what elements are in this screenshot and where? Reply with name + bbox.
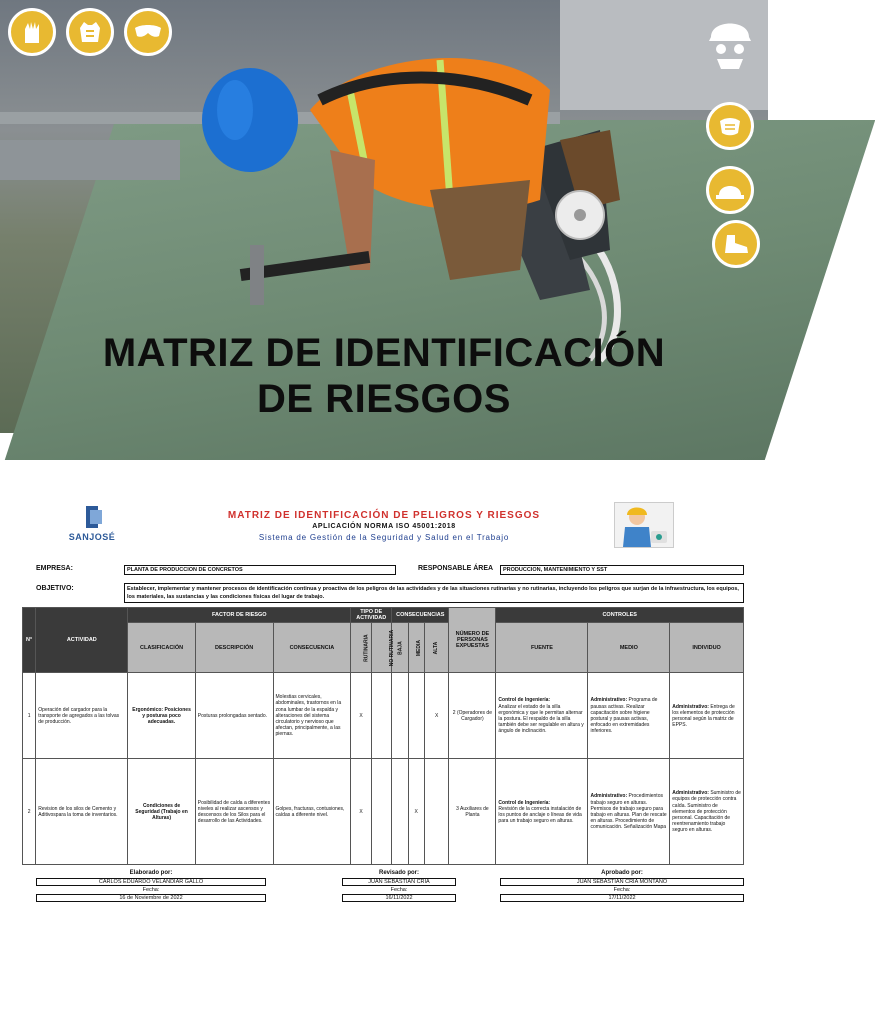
header-media xyxy=(408,623,424,673)
medio-text: Procedimientos trabajo seguro en alturas. Permisos de trabajo seguro para trabajo en alturas. Plan de rescate en alturas. Procedimiento de comunicación. Señalización Mapa xyxy=(590,793,667,831)
cell-clasificacion: Condiciones de Seguridad (Trabajo en Alturas) xyxy=(128,759,195,865)
empresa-label: EMPRESA: xyxy=(36,565,73,572)
goggles-icon xyxy=(124,8,172,56)
aprobado-label: Aprobado por: xyxy=(601,870,643,876)
matrix-document xyxy=(22,500,746,560)
cell-rutinaria: X xyxy=(351,759,371,865)
fuente-text: Revisión de la correcta instalación de los puntos de anclaje o líneas de vida para un trabajo seguro en alturas. xyxy=(498,805,582,825)
cell-personas: 3 Auxiliares de Planta xyxy=(449,759,496,865)
elaborado-name: CARLOS EDUARDO VELANDIAR GALLO xyxy=(36,878,266,886)
cell-medio xyxy=(588,673,670,759)
cell-fuente xyxy=(496,759,588,865)
cell-clasificacion: Ergonómico: Posiciones y posturas poco adecuadas. xyxy=(128,673,195,759)
fuente-title: Control de Ingeniería: xyxy=(498,697,551,704)
empresa-field: PLANTA DE PRODUCCION DE CONCRETOS xyxy=(124,565,396,575)
individuo-title: Administrativo: xyxy=(672,790,709,797)
cell-baja xyxy=(392,673,408,759)
cell-no: 2 xyxy=(23,759,36,865)
document-header xyxy=(22,500,746,560)
cell-actividad: Revision de los silos de Cemento y Aditivospara la toma de inventarios. xyxy=(36,759,128,865)
individuo-title: Administrativo: xyxy=(672,703,709,710)
header-media-text: MEDIA xyxy=(415,639,422,656)
header-individuo: INDIVIDUO xyxy=(670,623,744,673)
header-medio: MEDIO xyxy=(588,623,670,673)
risk-matrix-table xyxy=(22,607,744,865)
cell-rutinaria: X xyxy=(351,673,371,759)
header-actividad: ACTIVIDAD xyxy=(36,608,128,673)
individuo-text: Suministro de equipos de protección contra caída. Suministro de elementos de protección personal. Capacitación de reentrenamiento trabajo seguro en alturas. xyxy=(672,790,741,834)
cover-banner xyxy=(0,0,768,433)
aprobado-name: JUAN SEBASTIAN CRIA MONTAÑO xyxy=(500,878,744,886)
cell-individuo xyxy=(670,759,744,865)
aprobado-fecha-label: Fecha: xyxy=(613,887,631,893)
medio-title: Administrativo: xyxy=(590,793,628,800)
safety-boot-icon xyxy=(712,220,760,268)
revisado-label: Revisado por: xyxy=(378,870,419,876)
header-rutinaria xyxy=(351,623,371,673)
vest-icon xyxy=(66,8,114,56)
objetivo-label: OBJETIVO: xyxy=(36,585,74,592)
elaborado-fecha: 16 de Noviembre de 2022 xyxy=(36,894,266,902)
elaborado-fecha-label: Fecha: xyxy=(142,887,160,893)
cell-no-rutinaria xyxy=(371,759,391,865)
header-consecuencia: CONSECUENCIA xyxy=(273,623,351,673)
cell-personas: 2 (Operadores de Cargador) xyxy=(449,673,496,759)
table-row xyxy=(23,673,744,759)
medio-text: Programa de pausas activas. Realizar capacitación sobre higiene postural y pausas activas, enfocado en extremidades inferiores. xyxy=(590,697,658,735)
fuente-title: Control de Ingeniería: xyxy=(498,799,551,806)
cell-no-rutinaria xyxy=(371,673,391,759)
individuo-text: Entrega de los elementos de protección personal según la matriz de EPPS. xyxy=(672,703,735,729)
header-factor-riesgo: FACTOR DE RIESGO xyxy=(128,608,351,623)
cover-title-line2: DE RIESGOS xyxy=(257,377,511,421)
cell-media xyxy=(408,673,424,759)
revisado-fecha-label: Fecha: xyxy=(390,887,408,893)
header-consecuencias: CONSECUENCIAS xyxy=(392,608,449,623)
glove-icon xyxy=(8,8,56,56)
cell-medio xyxy=(588,759,670,865)
cell-actividad: Operación del cargador para la transporte de agregados a las tolvas de producción. xyxy=(36,673,128,759)
cover-title xyxy=(0,330,768,422)
header-no-rutinaria xyxy=(371,623,395,673)
hard-hat-icon xyxy=(706,166,754,214)
responsable-field: PRODUCCION, MANTENIMIENTO Y SST xyxy=(500,565,744,575)
cover-title-line1: MATRIZ DE IDENTIFICACIÓN xyxy=(102,331,666,375)
header-baja-text: BAJA xyxy=(397,641,404,655)
document-subtitle-norma: APLICACIÓN NORMA ISO 45001:2018 xyxy=(312,523,456,530)
cell-descripcion: Posibilidad de caída a diferentes niveles al realizar ascensos y descensos de los Silos para el desarrollo de las Actividades. xyxy=(195,759,273,865)
medio-title: Administrativo: xyxy=(590,697,628,704)
responsable-label: RESPONSABLE ÁREA xyxy=(418,565,494,572)
worker-clipart xyxy=(614,502,674,548)
objetivo-field: Establecer, implementar y mantener procesos de identificación continua y proactiva de los peligros de las actividades y de las situaciones rutinarias y no rutinarias, incluyendo los peligros que surjan de la infraestructura, los equipos, los materiales, las sustancias y las condiciones físicas del lugar de trabajo. xyxy=(124,583,744,603)
cell-no: 1 xyxy=(23,673,36,759)
document-title: MATRIZ DE IDENTIFICACIÓN DE PELIGROS Y RIESGOS xyxy=(227,510,541,521)
revisado-name: JUAN SEBASTIAN CRIA xyxy=(342,878,456,886)
header-controles: CONTROLES xyxy=(496,608,744,623)
face-mask-icon xyxy=(706,102,754,150)
header-fuente: FUENTE xyxy=(496,623,588,673)
cell-consecuencia: Golpes, fracturas, contusiones, caídas a diferente nivel. xyxy=(273,759,351,865)
header-rutinaria-text: RUTINARIA xyxy=(363,634,370,662)
aprobado-fecha: 17/11/2022 xyxy=(500,894,744,902)
logo-text: SANJOSÉ xyxy=(68,532,116,542)
header-no-rutinaria-text: NO RUTINARIA xyxy=(388,629,395,667)
table-row xyxy=(23,759,744,865)
header-personas-expuestas: NÚMERO DE PERSONAS EXPUESTAS xyxy=(449,608,496,673)
fuente-text: Analizar el estado de la silla ergonómica y que le permitan alternar la postura. El respaldo de la silla también debe ser regulable en altura y ángulo de inclinación. xyxy=(498,703,584,735)
elaborado-label: Elaborado por: xyxy=(129,870,173,876)
construction-worker-illustration xyxy=(200,30,620,360)
document-subtitle-sistema: Sistema de Gestión de la Seguridad y Salud en el Trabajo xyxy=(258,533,510,542)
steel-beam xyxy=(0,140,180,180)
cell-alta xyxy=(424,759,449,865)
header-descripcion: DESCRIPCIÓN xyxy=(195,623,273,673)
header-alta-text: ALTA xyxy=(433,641,440,655)
helmet-mask-icon xyxy=(704,10,756,74)
cell-fuente xyxy=(496,673,588,759)
cell-individuo xyxy=(670,673,744,759)
cell-consecuencia: Molestias cervicales, abdominales, trastornos en la zona lumbar de la espalda y alteraciones del sistema circulatorio y nervioso que afectan, principalmente, a las piernas. xyxy=(273,673,351,759)
header-alta xyxy=(424,623,449,673)
revisado-fecha: 16/11/2022 xyxy=(342,894,456,902)
header-no: N° xyxy=(23,608,36,673)
cell-descripcion: Posturas prolongadas sentado. xyxy=(195,673,273,759)
header-clasificacion: CLASIFICACIÓN xyxy=(128,623,195,673)
cell-alta: X xyxy=(424,673,449,759)
cell-media: X xyxy=(408,759,424,865)
header-tipo-actividad: TIPO DE ACTIVIDAD xyxy=(351,608,392,623)
cell-baja xyxy=(392,759,408,865)
